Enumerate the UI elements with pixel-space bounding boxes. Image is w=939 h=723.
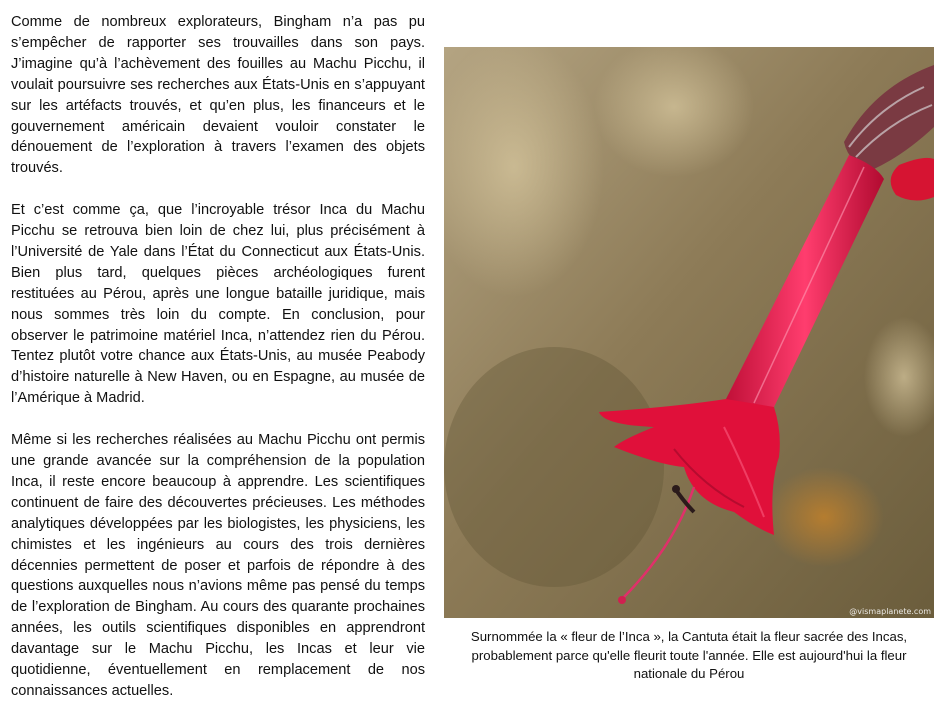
paragraph-2: Et c’est comme ça, que l’incroyable trésor Inca du Machu Picchu se retrouva bien loin de chez lui, plus précisément à l’Université de Yale dans l’État du Connecticut aux États-Unis. Bien plus tard, quelques pièces archéologiques furent restituées au Pérou, après une longue bataille juridique, mais nous sommes très loin du compte. En conclusion, pour observer le patrimoine matériel Inca, n’attendez rien du Pérou. Tentez plutôt votre chance aux États-Unis, au musée Peabody d’histoire naturelle à New Haven, ou en Espagne, au musée de l’Amérique à Madrid. — [11, 202, 425, 407]
flower-illustration — [444, 47, 934, 618]
photo-watermark: @vismaplanete.com — [849, 607, 931, 616]
figure-caption: Surnommée la « fleur de l’Inca », la Cantuta était la fleur sacrée des Incas, probablement parce qu'elle fleurit toute l'année. Elle est aujourd'hui la fleur nationale du Pérou — [470, 629, 908, 682]
article-body — [11, 12, 425, 723]
paragraph-1: Comme de nombreux explorateurs, Bingham n’a pas pu s’empêcher de rapporter ses trouvailles dans son pays. J’imagine qu’à l’achèvement des fouilles au Machu Picchu, il voulait poursuivre ses recherches aux États-Unis en s’appuyant sur les artéfacts trouvés, et qu’en plus, les financeurs et le gouvernement américain devaient vouloir constater le dénouement de l’exploration à travers l’examen des objets trouvés. — [11, 14, 425, 177]
cantuta-flower-photo — [444, 47, 934, 618]
paragraph-3: Même si les recherches réalisées au Machu Picchu ont permis une grande avancée sur la compréhension de la population Inca, il reste encore beaucoup à apprendre. Les scientifiques continuent de faire des découvertes précieuses. Les méthodes analytiques développées par les biologistes, les physiciens, les chimistes et les ingénieurs au cours des trois dernières décennies permettent de poser et parfois de répondre à des questions auxquelles nous n’avions même pas pensé du temps de l’exploration de Bingham. Au cours des quarante prochaines années, les outils scientifiques disponibles en apprendront davantage sur le Machu Picchu, les Incas et leur vie quotidienne, éventuellement en remplacement de nos connaissances actuelles. — [11, 432, 425, 699]
